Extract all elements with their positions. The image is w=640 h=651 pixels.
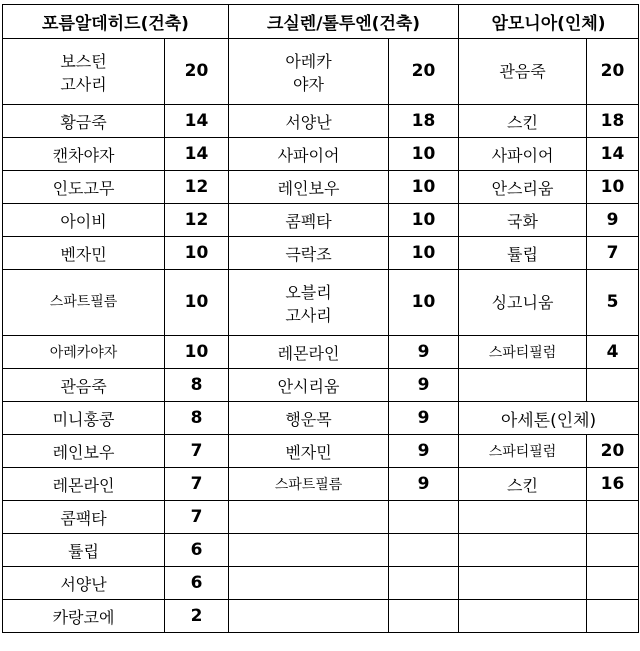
formaldehyde-plant-value: 2 <box>165 600 229 633</box>
formaldehyde-plant-name: 튤립 <box>3 534 165 567</box>
xylene-plant-value: 10 <box>389 204 459 237</box>
formaldehyde-plant-value: 6 <box>165 534 229 567</box>
formaldehyde-plant-name: 보스턴 고사리 <box>3 39 165 105</box>
table-row <box>3 369 639 402</box>
table-row <box>3 567 639 600</box>
xylene-plant-value: 20 <box>389 39 459 105</box>
formaldehyde-plant-name: 아레카야자 <box>3 336 165 369</box>
xylene-plant-value: 9 <box>389 369 459 402</box>
xylene-plant-name: 스파트필름 <box>229 468 389 501</box>
formaldehyde-plant-value: 12 <box>165 204 229 237</box>
formaldehyde-plant-name: 카랑코에 <box>3 600 165 633</box>
empty-cell <box>389 534 459 567</box>
formaldehyde-plant-value: 10 <box>165 336 229 369</box>
table-row <box>3 501 639 534</box>
xylene-plant-name: 서양난 <box>229 105 389 138</box>
xylene-plant-name: 레몬라인 <box>229 336 389 369</box>
ammonia-plant-name: 국화 <box>459 204 587 237</box>
ammonia-plant-name: 튤립 <box>459 237 587 270</box>
ammonia-plant-value: 5 <box>587 270 639 336</box>
xylene-plant-name: 콤펙타 <box>229 204 389 237</box>
xylene-plant-name: 벤자민 <box>229 435 389 468</box>
xylene-plant-value: 18 <box>389 105 459 138</box>
plant-air-purification-table <box>2 4 639 633</box>
formaldehyde-plant-value: 20 <box>165 39 229 105</box>
table-row <box>3 171 639 204</box>
table-row <box>3 435 639 468</box>
empty-cell <box>389 567 459 600</box>
formaldehyde-plant-name: 미니홍콩 <box>3 402 165 435</box>
formaldehyde-plant-name: 레인보우 <box>3 435 165 468</box>
xylene-plant-value: 10 <box>389 171 459 204</box>
xylene-plant-name: 사파이어 <box>229 138 389 171</box>
formaldehyde-plant-name: 황금죽 <box>3 105 165 138</box>
ammonia-plant-value: 10 <box>587 171 639 204</box>
formaldehyde-plant-value: 14 <box>165 138 229 171</box>
formaldehyde-plant-value: 14 <box>165 105 229 138</box>
ammonia-plant-value: 7 <box>587 237 639 270</box>
formaldehyde-plant-value: 10 <box>165 270 229 336</box>
table-row <box>3 105 639 138</box>
acetone-plant-name: 스킨 <box>459 468 587 501</box>
formaldehyde-plant-value: 12 <box>165 171 229 204</box>
ammonia-plant-name: 안스리움 <box>459 171 587 204</box>
xylene-plant-value: 9 <box>389 468 459 501</box>
formaldehyde-plant-name: 관음죽 <box>3 369 165 402</box>
formaldehyde-plant-name: 서양난 <box>3 567 165 600</box>
ammonia-plant-value: 4 <box>587 336 639 369</box>
empty-cell <box>587 501 639 534</box>
header-ammonia: 암모니아(인체) <box>459 5 639 39</box>
table-row <box>3 138 639 171</box>
formaldehyde-plant-name: 캔차야자 <box>3 138 165 171</box>
xylene-plant-name: 아레카 야자 <box>229 39 389 105</box>
formaldehyde-plant-value: 10 <box>165 237 229 270</box>
xylene-plant-name: 행운목 <box>229 402 389 435</box>
ammonia-plant-name: 관음죽 <box>459 39 587 105</box>
formaldehyde-plant-name: 스파트필름 <box>3 270 165 336</box>
formaldehyde-plant-value: 8 <box>165 402 229 435</box>
empty-cell <box>389 501 459 534</box>
xylene-plant-name: 극락조 <box>229 237 389 270</box>
header-xylene-toluene: 크실렌/톨투엔(건축) <box>229 5 459 39</box>
xylene-plant-value: 9 <box>389 336 459 369</box>
table-row <box>3 237 639 270</box>
formaldehyde-plant-value: 8 <box>165 369 229 402</box>
empty-cell <box>459 534 587 567</box>
empty-cell <box>389 600 459 633</box>
table-row <box>3 600 639 633</box>
formaldehyde-plant-name: 인도고무 <box>3 171 165 204</box>
ammonia-plant-name: 사파이어 <box>459 138 587 171</box>
empty-cell <box>459 567 587 600</box>
table-row <box>3 270 639 336</box>
formaldehyde-plant-name: 콤팩타 <box>3 501 165 534</box>
xylene-plant-name: 안시리움 <box>229 369 389 402</box>
acetone-plant-value: 20 <box>587 435 639 468</box>
table-row <box>3 534 639 567</box>
empty-cell <box>229 600 389 633</box>
xylene-plant-value: 9 <box>389 402 459 435</box>
header-row <box>3 5 639 39</box>
header-acetone: 아세톤(인체) <box>459 402 639 435</box>
empty-cell <box>459 600 587 633</box>
ammonia-plant-value: 14 <box>587 138 639 171</box>
ammonia-plant-value: 9 <box>587 204 639 237</box>
empty-cell <box>587 534 639 567</box>
table-row <box>3 336 639 369</box>
empty-cell <box>587 369 639 402</box>
formaldehyde-plant-name: 레몬라인 <box>3 468 165 501</box>
formaldehyde-plant-name: 아이비 <box>3 204 165 237</box>
xylene-plant-value: 10 <box>389 270 459 336</box>
formaldehyde-plant-value: 6 <box>165 567 229 600</box>
xylene-plant-value: 10 <box>389 138 459 171</box>
table-row <box>3 204 639 237</box>
table-row <box>3 468 639 501</box>
acetone-plant-name: 스파티필럼 <box>459 435 587 468</box>
header-formaldehyde: 포름알데히드(건축) <box>3 5 229 39</box>
empty-cell <box>459 501 587 534</box>
ammonia-plant-name: 싱고니움 <box>459 270 587 336</box>
empty-cell <box>229 501 389 534</box>
empty-cell <box>587 600 639 633</box>
empty-cell <box>229 567 389 600</box>
formaldehyde-plant-value: 7 <box>165 435 229 468</box>
formaldehyde-plant-value: 7 <box>165 468 229 501</box>
empty-cell <box>459 369 587 402</box>
empty-cell <box>229 534 389 567</box>
formaldehyde-plant-name: 벤자민 <box>3 237 165 270</box>
xylene-plant-value: 9 <box>389 435 459 468</box>
xylene-plant-value: 10 <box>389 237 459 270</box>
ammonia-plant-value: 20 <box>587 39 639 105</box>
xylene-plant-name: 오블리 고사리 <box>229 270 389 336</box>
acetone-plant-value: 16 <box>587 468 639 501</box>
ammonia-plant-name: 스킨 <box>459 105 587 138</box>
empty-cell <box>587 567 639 600</box>
table-row <box>3 402 639 435</box>
xylene-plant-name: 레인보우 <box>229 171 389 204</box>
ammonia-plant-value: 18 <box>587 105 639 138</box>
formaldehyde-plant-value: 7 <box>165 501 229 534</box>
ammonia-plant-name: 스파티필럼 <box>459 336 587 369</box>
table-row <box>3 39 639 105</box>
